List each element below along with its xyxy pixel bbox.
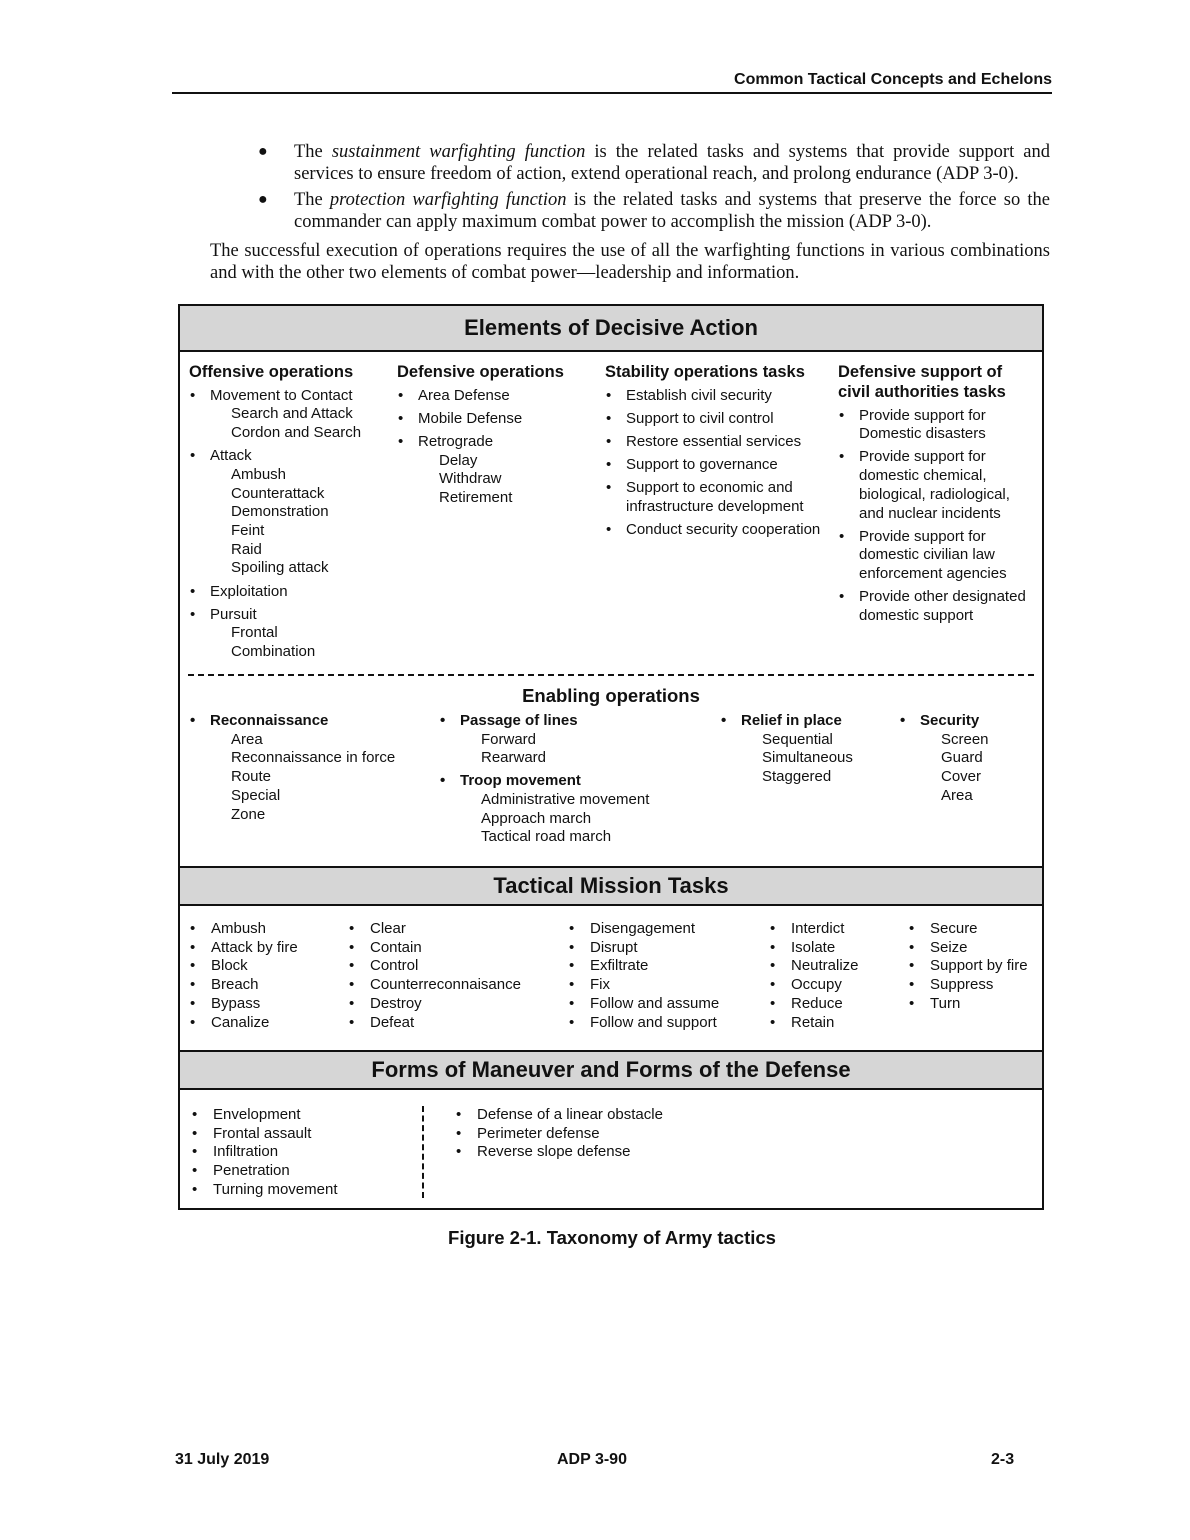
list-item — [189, 387, 389, 443]
task-item: • Canalize — [189, 1014, 339, 1033]
item-label: Support to civil control — [626, 409, 774, 427]
list-item — [189, 606, 389, 662]
enabling-sub-item: Reconnaissance in force — [231, 749, 396, 767]
enabling-sub-item: Tactical road march — [481, 828, 612, 846]
item-label: Conduct security cooperation — [626, 521, 821, 539]
task-item: • Suppress — [908, 976, 1038, 995]
task-item: • Interdict — [769, 920, 909, 939]
sub-item: Ambush — [231, 465, 287, 483]
item-label: Area Defense — [418, 386, 510, 404]
enabling-group — [189, 712, 429, 824]
list-item — [397, 410, 597, 429]
forms-of-maneuver-list — [191, 1106, 411, 1200]
sub-item: Demonstration — [231, 503, 329, 521]
item-label: Provide other designated domestic support — [859, 588, 1026, 625]
task-item: • Reduce — [769, 995, 909, 1014]
list-item — [605, 479, 830, 516]
defense-item: • Defense of a linear obstacle — [455, 1106, 775, 1125]
task-item: • Disrupt — [568, 939, 768, 958]
list-item — [605, 456, 830, 475]
enabling-operations-title: Enabling operations — [522, 685, 700, 706]
column-list — [838, 407, 1038, 626]
bullet-protection — [258, 189, 1050, 233]
sub-item: Raid — [231, 540, 262, 558]
list-item — [189, 447, 389, 578]
maneuver-item: • Infiltration — [191, 1143, 411, 1162]
enabling-sub-item: Simultaneous — [762, 749, 853, 767]
enabling-sub-item: Screen — [941, 730, 989, 748]
task-item: • Block — [189, 957, 339, 976]
footer-publication: ADP 3-90 — [557, 1451, 627, 1468]
task-item: • Follow and support — [568, 1014, 768, 1033]
bullet-sustainment — [258, 141, 1050, 185]
defined-term: sustainment warfighting function — [331, 142, 586, 162]
enabling-group-label: • Passage of lines — [439, 712, 699, 731]
task-item: • Clear — [348, 920, 563, 939]
sub-list — [210, 466, 389, 578]
enabling-sub-item: Guard — [941, 749, 983, 767]
task-item: • Control — [348, 957, 563, 976]
sub-item: Cordon and Search — [231, 423, 362, 441]
running-header: Common Tactical Concepts and Echelons — [172, 70, 1052, 94]
enabling-sub-item: Approach march — [481, 809, 592, 827]
list-item — [838, 588, 1038, 625]
task-item: • Attack by fire — [189, 939, 339, 958]
column-list — [189, 387, 389, 662]
sub-item: Spoiling attack — [231, 559, 329, 577]
defined-term: protection warfighting function — [329, 190, 567, 210]
enabling-sub-item: Sequential — [762, 730, 833, 748]
bullet-dot: ● — [258, 191, 268, 208]
dashed-vertical-divider — [422, 1106, 424, 1198]
task-item: • Exfiltrate — [568, 957, 768, 976]
list-item — [397, 433, 597, 508]
enabling-sub-item: Area — [231, 730, 263, 748]
item-label: Movement to Contact — [210, 386, 353, 404]
sub-item: Counterattack — [231, 484, 325, 502]
maneuver-item: • Frontal assault — [191, 1125, 411, 1144]
column-list — [397, 387, 597, 508]
item-label: Provide support for Domestic disasters — [859, 406, 986, 443]
list-item — [838, 448, 1038, 523]
task-item: • Fix — [568, 976, 768, 995]
column-title: Defensive operations — [397, 363, 564, 381]
enabling-sub-item: Forward — [481, 730, 537, 748]
sub-item: Feint — [231, 521, 265, 539]
sub-item: Frontal — [231, 624, 278, 642]
bullet-dot: ● — [258, 143, 268, 160]
task-item: • Occupy — [769, 976, 909, 995]
item-label: Provide support for domestic civilian law enforcement agencies — [859, 527, 1007, 583]
maneuver-item: • Turning movement — [191, 1181, 411, 1200]
tmt-column-3 — [568, 920, 768, 1032]
footer-date: 31 July 2019 — [175, 1451, 270, 1468]
sub-item: Combination — [231, 643, 316, 661]
enabling-column-4 — [899, 712, 1039, 806]
task-item: • Support by fire — [908, 957, 1038, 976]
list-item — [838, 528, 1038, 584]
task-item: • Breach — [189, 976, 339, 995]
tmt-column-5 — [908, 920, 1038, 1014]
column-title: Offensive operations — [189, 363, 354, 381]
dsca-tasks-column — [838, 362, 1038, 626]
footer-page-number: 2-3 — [991, 1451, 1015, 1468]
item-label: Restore essential services — [626, 432, 802, 450]
taxonomy-figure — [178, 304, 1044, 1210]
tmt-column-4 — [769, 920, 909, 1032]
enabling-sub-item: Area — [941, 786, 973, 804]
item-label: Pursuit — [210, 605, 257, 623]
sub-list — [418, 452, 597, 508]
list-item — [838, 407, 1038, 444]
task-item: • Ambush — [189, 920, 339, 939]
band-forms-of-maneuver: Forms of Maneuver and Forms of the Defense — [180, 1050, 1042, 1090]
item-label: Exploitation — [210, 582, 288, 600]
maneuver-item: • Penetration — [191, 1162, 411, 1181]
enabling-sub-item: Route — [231, 768, 272, 786]
sub-item: Delay — [439, 451, 478, 469]
bullet-list — [258, 141, 1050, 237]
defense-item: • Reverse slope defense — [455, 1143, 775, 1162]
item-label: Establish civil security — [626, 386, 772, 404]
task-item: • Isolate — [769, 939, 909, 958]
bullet-text-post: is the related tasks and systems that preserve the force so the commander can apply maximum combat power to accomplish the mission (ADP 3-0). — [294, 190, 1050, 232]
defensive-operations-column — [397, 362, 597, 508]
task-item: • Seize — [908, 939, 1038, 958]
enabling-group-label: • Troop movement — [439, 772, 699, 791]
dashed-divider — [188, 674, 1034, 676]
list-item — [605, 433, 830, 452]
item-label: Support to economic and infrastructure development — [626, 479, 804, 516]
item-label: Mobile Defense — [418, 409, 523, 427]
figure-caption: Figure 2-1. Taxonomy of Army tactics — [448, 1227, 776, 1248]
task-item: • Defeat — [348, 1014, 563, 1033]
enabling-column-1 — [189, 712, 429, 824]
band-tactical-mission-tasks: Tactical Mission Tasks — [180, 866, 1042, 906]
maneuver-item: • Envelopment — [191, 1106, 411, 1125]
task-item: • Counterreconnaisance — [348, 976, 563, 995]
enabling-group-label: • Reconnaissance — [189, 712, 429, 731]
enabling-sub-item: Staggered — [762, 768, 832, 786]
sub-item: Retirement — [439, 489, 513, 507]
list-item — [397, 387, 597, 406]
task-item: • Disengagement — [568, 920, 768, 939]
bullet-text-post: is the related tasks and systems that provide support and services to ensure freedom of action, extend operational reach, and prolong endurance (ADP 3-0). — [294, 142, 1050, 184]
enabling-group-label: • Relief in place — [720, 712, 890, 731]
task-item: • Destroy — [348, 995, 563, 1014]
enabling-sub-item: Special — [231, 786, 281, 804]
enabling-sub-item: Zone — [231, 805, 266, 823]
stability-operations-column — [605, 362, 830, 540]
enabling-group — [720, 712, 890, 787]
bullet-text-pre: The — [294, 190, 330, 210]
bullet-text-pre: The — [294, 142, 332, 162]
tmt-column-2 — [348, 920, 563, 1032]
tmt-column-1 — [189, 920, 339, 1032]
body-paragraph: The successful execution of operations requires the use of all the warfighting functions in various combinations and with the other two elements of combat power—leadership and information. — [210, 241, 1050, 283]
enabling-sub-item: Cover — [941, 768, 982, 786]
enabling-sub-item: Administrative movement — [481, 790, 650, 808]
column-title: Defensive support of civil authorities tasks — [838, 363, 1006, 401]
list-item — [605, 387, 830, 406]
item-label: Provide support for domestic chemical, biological, radiological, and nuclear incidents — [859, 448, 1010, 522]
task-item: • Neutralize — [769, 957, 909, 976]
sub-list — [210, 624, 389, 661]
enabling-group — [899, 712, 1039, 806]
enabling-group-label: • Security — [899, 712, 1039, 731]
enabling-column-2 — [439, 712, 699, 847]
task-item: • Retain — [769, 1014, 909, 1033]
column-list — [605, 387, 830, 540]
task-item: • Follow and assume — [568, 995, 768, 1014]
enabling-column-3 — [720, 712, 890, 787]
item-label: Support to governance — [626, 456, 778, 474]
sub-item: Search and Attack — [231, 405, 353, 423]
enabling-sub-item: Rearward — [481, 749, 547, 767]
band-elements-of-decisive-action: Elements of Decisive Action — [180, 306, 1042, 352]
item-label: Attack — [210, 447, 252, 465]
sub-list — [210, 405, 389, 442]
item-label: Retrograde — [418, 432, 494, 450]
task-item: • Secure — [908, 920, 1038, 939]
forms-of-defense-list — [455, 1106, 775, 1162]
enabling-group — [439, 712, 699, 768]
task-item: • Bypass — [189, 995, 339, 1014]
task-item: • Turn — [908, 995, 1038, 1014]
offensive-operations-column — [189, 362, 389, 662]
defense-item: • Perimeter defense — [455, 1125, 775, 1144]
column-title: Stability operations tasks — [605, 363, 805, 381]
list-item — [605, 410, 830, 429]
list-item — [605, 521, 830, 540]
enabling-group — [439, 772, 699, 847]
sub-item: Withdraw — [439, 470, 502, 488]
task-item: • Contain — [348, 939, 563, 958]
list-item — [189, 583, 389, 602]
